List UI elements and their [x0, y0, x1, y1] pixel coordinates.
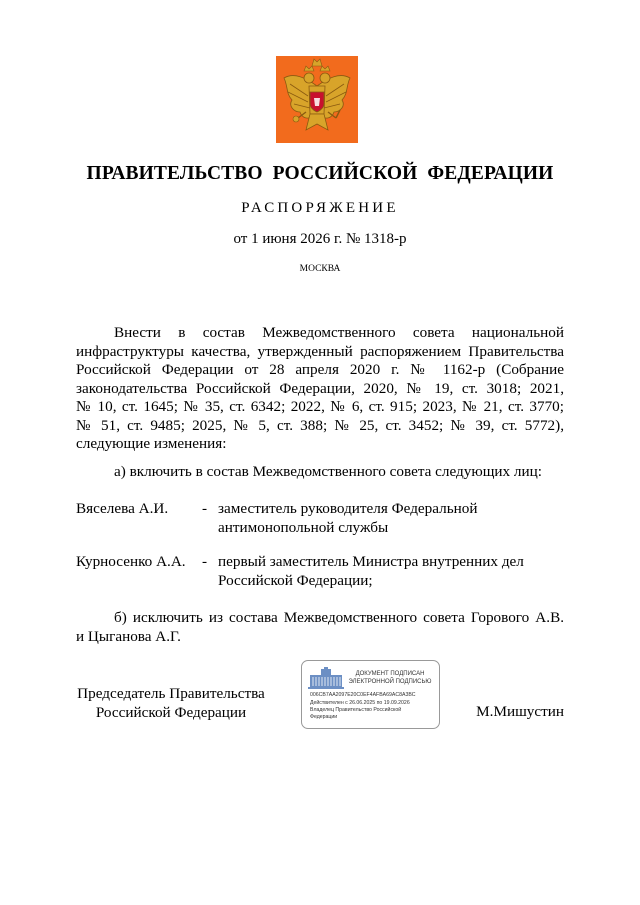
person-role: первый заместитель Министра внутренних дел Российской Федерации; [218, 553, 524, 589]
person-entry [76, 500, 564, 540]
government-title: ПРАВИТЕЛЬСТВО РОССИЙСКОЙ ФЕДЕРАЦИИ [86, 163, 554, 184]
signatory-position: Председатель Правительства Российской Федерации [77, 685, 265, 721]
paragraph-line: № 10, ст. 1645; № 35, ст. 6342; 2022, № 6, ст. 915; 2023, № 21, ст. 3770; [76, 398, 564, 415]
person-dash: - [202, 553, 208, 570]
item-b [76, 609, 564, 646]
electronic-signature-stamp [301, 660, 440, 729]
paragraph-line: Российской Федерации от 28 апреля 2020 г. № 1162-р (Собрание [76, 361, 564, 378]
paragraph-line: инфраструктуры качества, утвержденный распоряжением Правительства [76, 342, 564, 360]
paragraph-line: и Цыганова А.Г. [76, 627, 181, 645]
main-paragraph [76, 324, 564, 454]
paragraph-line: законодательства Российской Федерации, 2020, № 19, ст. 3018; 2021, [76, 379, 564, 397]
stamp-title: ДОКУМЕНТ ПОДПИСАН ЭЛЕКТРОННОЙ ПОДПИСЬЮ [348, 671, 432, 685]
person-entry [76, 553, 564, 593]
person-name: Курносенко А.А. [76, 553, 186, 570]
person-role: заместитель руководителя Федеральной антимонопольной службы [218, 500, 478, 536]
document-place: МОСКВА [299, 264, 341, 274]
stamp-owner: Владелец Правительство Российской [310, 707, 402, 713]
person-name: Вяселева А.И. [76, 500, 169, 517]
stamp-serial: 006CB7AA2097E20C0EF4AFBA69AC8A3BC [310, 692, 416, 698]
paragraph-line: следующие изменения: [76, 435, 227, 452]
signatory-name: М.Мишустин [476, 703, 564, 720]
paragraph-line: б) исключить из состава Межведомственного совета Горового А.В. [114, 609, 564, 626]
coat-of-arms-icon [276, 56, 358, 143]
stamp-owner: Федерации [310, 714, 338, 720]
document-date-number: от 1 июня 2026 г. № 1318-р [233, 231, 407, 247]
document-type: РАСПОРЯЖЕНИЕ [241, 200, 399, 216]
stamp-validity: Действителен с 26.06.2025 по 19.09.2026 [310, 700, 410, 706]
person-dash: - [202, 500, 208, 517]
paragraph-line: Внести в состав Межведомственного совета национальной [114, 324, 564, 341]
paragraph-line: № 51, ст. 9485; 2025, № 5, ст. 388; № 25, ст. 3452; № 39, ст. 5772), [76, 416, 564, 434]
government-building-icon [308, 667, 344, 689]
item-a: а) включить в состав Межведомственного совета следующих лиц: [114, 463, 542, 480]
